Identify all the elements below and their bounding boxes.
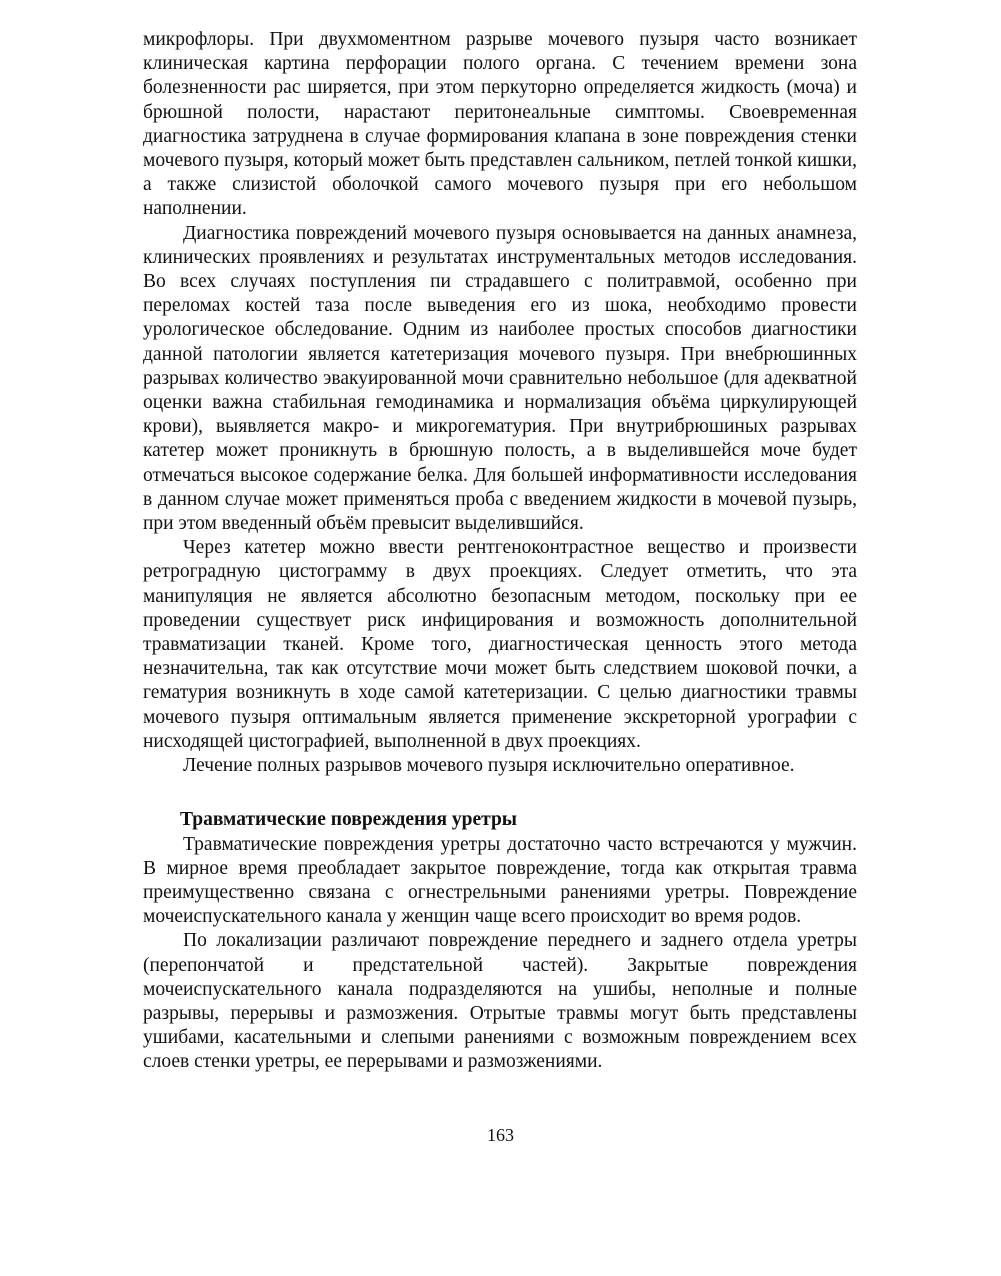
- paragraph-urethra-intro: Травматические повреждения уретры достаточно часто встречаются у мужчин. В мирное время преобладает закрытое повреждение, тогда как открытая травма преимущественно связана с огнестрельными ранениями уретры. Повреждение мочеиспускательного канала у женщин чаще всего происходит во время родов.: [143, 833, 857, 928]
- section-heading: Травматические повреждения уретры: [180, 809, 518, 831]
- paragraph-treatment: Лечение полных разрывов мочевого пузыря исключительно оперативное.: [183, 755, 795, 777]
- page-body: [143, 28, 857, 1075]
- paragraph-diagnostics: Диагностика повреждений мочевого пузыря основывается на данных анамнеза, клинических проявлениях и результатах инструментальных методов исследования. Во всех случаях поступления пи страдавшего с политравмой, особенно при переломах костей таза после выведения его из шока, необходимо провести урологическое обследование. Одним из наиболее простых способов диагностики данной патологии является катетеризация мочевого пузыря. При внебрюшинных разрывах количество эвакуированной мочи сравнительно небольшое (для адекватной оценки важна стабильная гемодинамика и нормализация объёма циркулирующей крови), выявляется макро- и микрогематурия. При внутрибрюшиных разрывах катетер может проникнуть в брюшную полость, а в выделившейся моче будет отмечаться высокое содержание белка. Для большей информативности исследования в данном случае может применяться проба с введением жидкости в мочевой пузырь, при этом введенный объём превысит выделившийся.: [143, 222, 857, 535]
- paragraph-continuation: микрофлоры. При двухмоментном разрыве мочевого пузыря часто возникает клиническая картина перфорации полого органа. С течением времени зона болезненности рас ширяется, при этом перкуторно определяется жидкость (моча) и брюшной полости, нарастают перитонеальные симптомы. Своевременная диагностика затруднена в случае формирования клапана в зоне повреждения стенки мочевого пузыря, который может быть представлен сальником, петлей тонкой кишки, а также слизистой оболочкой самого мочевого пузыря при его небольшом наполнении.: [143, 29, 857, 220]
- page-number: 163: [487, 1125, 514, 1145]
- paragraph-catheter: Через катетер можно ввести рентгеноконтрастное вещество и произвести ретроградную цистограмму в двух проекциях. Следует отметить, что эта манипуляция не является абсолютно безопасным методом, поскольку при ее проведении существует риск инфицирования и возможность дополнительной травматизации тканей. Кроме того, диагностическая ценность этого метода незначительна, так как отсутствие мочи может быть следствием шоковой почки, а гематурия возникнуть в ходе самой катетеризации. С целью диагностики травмы мочевого пузыря оптимальным является применение экскреторной урографии с нисходящей цистографией, выполненной в двух проекциях.: [143, 537, 857, 752]
- paragraph-localization: По локализации различают повреждение переднего и заднего отдела уретры (перепончатой и предстательной частей). Закрытые повреждения мочеиспускательного канала подразделяются на ушибы, неполные и полные разрывы, перерывы и размозжения. Отрытые травмы могут быть представлены ушибами, касательными и слепыми ранениями с возможным повреждением всех слоев стенки уретры, ее перерывами и размозжениями.: [143, 930, 857, 1073]
